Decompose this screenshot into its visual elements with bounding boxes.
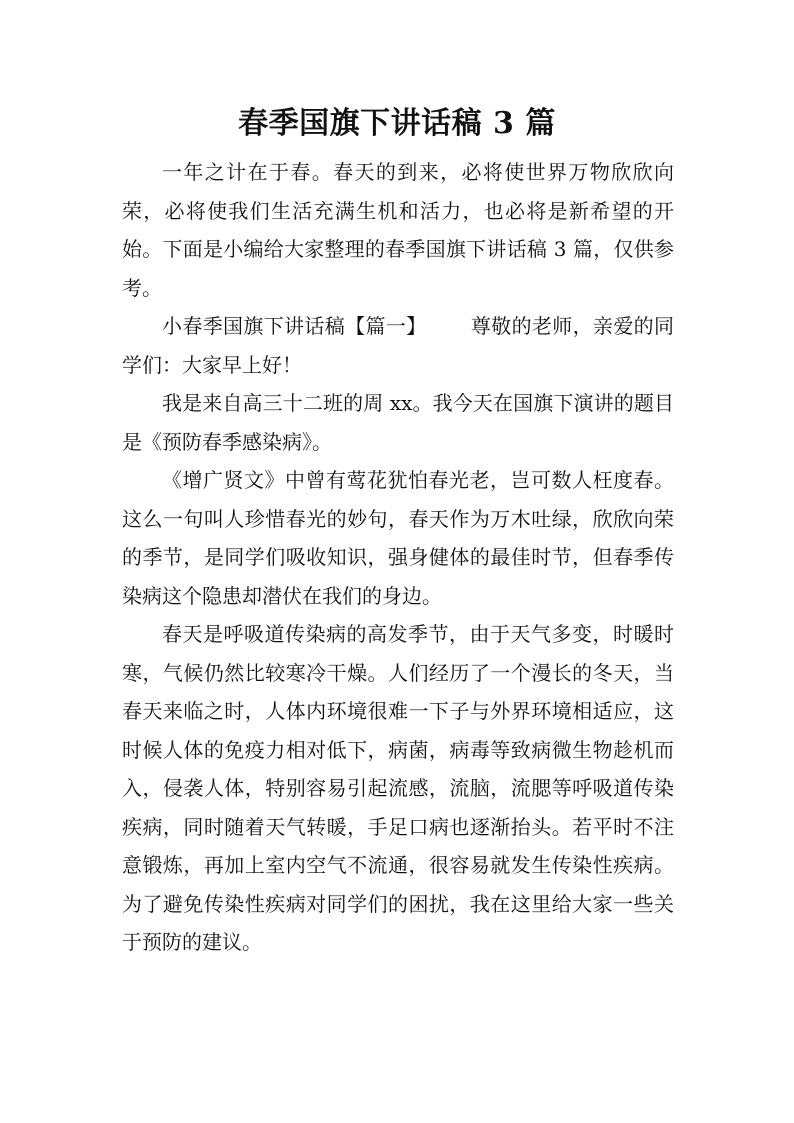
paragraph-self-intro: 我是来自高三十二班的周 xx。我今天在国旗下演讲的题目是《预防春季感染病》。 bbox=[122, 391, 674, 454]
speech-heading: 小春季国旗下讲话稿【篇一】 bbox=[162, 314, 427, 338]
paragraph-quote: 《增广贤文》中曾有莺花犹怕春光老，岂可数人枉度春。这么一句叫人珍惜春光的妙句，春天作为万木吐绿，欣欣向荣的季节，是同学们吸收知识，强身健体的最佳时节，但春季传染病这个隐患却潜伏在我们的身边。 bbox=[122, 468, 674, 608]
document-title: 春季国旗下讲话稿 3 篇 bbox=[238, 106, 556, 141]
paragraph-intro: 一年之计在于春。春天的到来，必将使世界万物欣欣向荣，必将使我们生活充满生机和活力，也必将是新希望的开始。下面是小编给大家整理的春季国旗下讲话稿 3 篇，仅供参考。 bbox=[122, 160, 674, 300]
document-body bbox=[122, 153, 674, 962]
paragraph-speech-heading bbox=[122, 307, 674, 384]
speech-greeting: 尊敬的老师，亲爱的同学们：大家早上好！ bbox=[122, 314, 675, 377]
paragraph-disease-season: 春天是呼吸道传染病的高发季节，由于天气多变，时暖时寒，气候仍然比较寒冷干燥。人们经历了一个漫长的冬天，当春天来临之时，人体内环境很难一下子与外界环境相适应，这时候人体的免疫力相对低下，病菌，病毒等致病微生物趁机而入，侵袭人体，特别容易引起流感，流脑，流腮等呼吸道传染疾病，同时随着天气转暖，手足口病也逐渐抬头。若平时不注意锻炼，再加上室内空气不流通，很容易就发生传染性疾病。为了避免传染性疾病对同学们的困扰，我在这里给大家一些关于预防的建议。 bbox=[122, 622, 674, 954]
